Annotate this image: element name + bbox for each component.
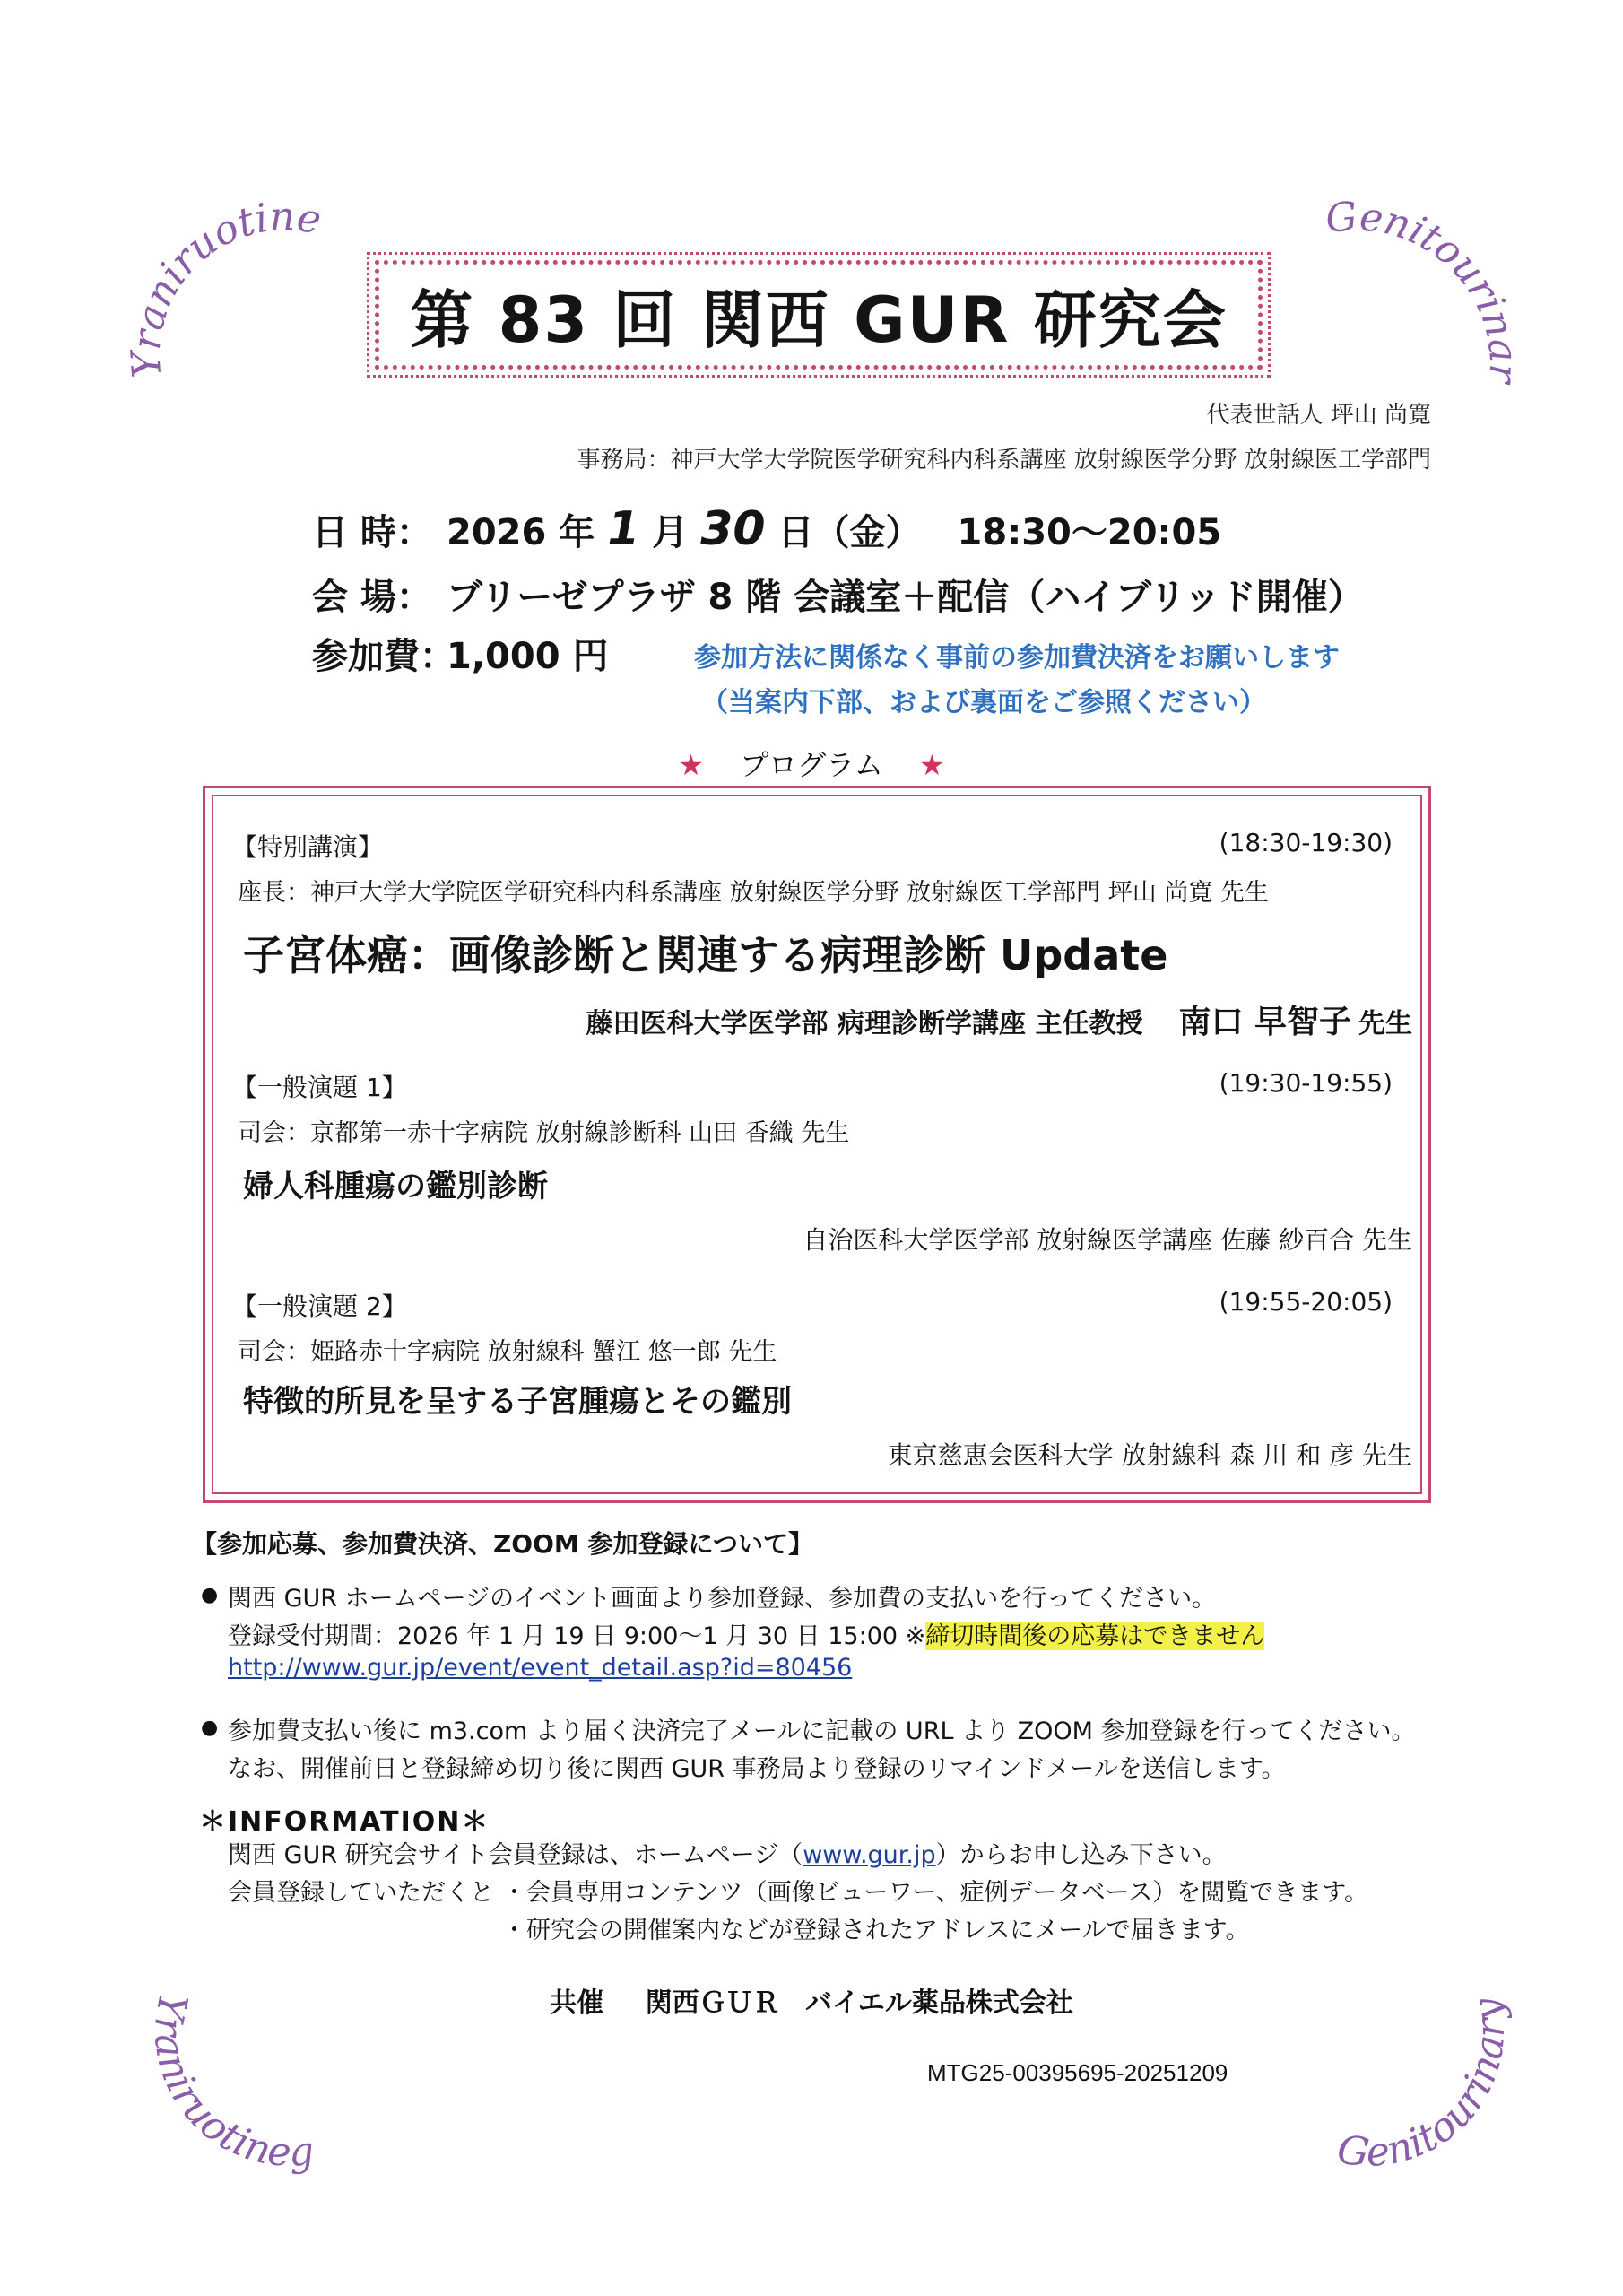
information-heading: ＊INFORMATION＊ bbox=[199, 1806, 490, 1838]
corner-text-top-right: Genitourinary bbox=[1280, 170, 1527, 385]
registration-item2-line1: 参加費支払い後に m3.com より届く決済完了メールに記載の URL より ZOOM 参加登録を行ってください。 bbox=[228, 1718, 1416, 1745]
document-code: MTG25-00395695-20251209 bbox=[927, 2059, 1228, 2086]
special-lecture-speaker-name: 南口 早智子 bbox=[1178, 1004, 1351, 1040]
title-box bbox=[375, 260, 1263, 370]
svg-text:Yraniruotineg bbox=[122, 170, 325, 379]
information-line2-left: 会員登録していただくと bbox=[228, 1879, 494, 1907]
date-row bbox=[312, 502, 1221, 556]
date-day-unit: 日（金） bbox=[765, 512, 922, 553]
venue-label: 会 場： bbox=[312, 577, 432, 618]
cohost-label: 共催 bbox=[550, 1987, 604, 2019]
date-month: 1 bbox=[607, 502, 640, 556]
corner-text-top-left: Yraniruotineg bbox=[121, 170, 325, 379]
registration-item2-line2: なお、開催前日と登録締め切り後に関西 GUR 事務局より登録のリマインドメールを送信します。 bbox=[228, 1755, 1286, 1783]
deadline-prefix: ※ bbox=[905, 1622, 926, 1650]
registration-url-link[interactable]: http://www.gur.jp/event/event_detail.asp?id=80456 bbox=[228, 1654, 853, 1682]
information-line1-post: ）からお申し込み下さい。 bbox=[935, 1841, 1227, 1869]
date-month-unit: 月 bbox=[639, 512, 701, 553]
venue-row bbox=[312, 569, 1364, 620]
registration-url-row bbox=[228, 1654, 852, 1682]
general-1-chair: 司会：京都第一赤十字病院 放射線診断科 山田 香織 先生 bbox=[238, 1119, 850, 1147]
svg-text:Genitourinary bbox=[1279, 170, 1527, 387]
representative: 代表世話人 坪山 尚寛 bbox=[1206, 402, 1431, 429]
special-lecture-time: (18:30-19:30) bbox=[1219, 828, 1393, 857]
fee-note-2: （当案内下部、および裏面をご参照ください） bbox=[701, 687, 1266, 718]
cohost bbox=[0, 1980, 1623, 2020]
information-line1 bbox=[228, 1835, 1227, 1870]
program-box bbox=[203, 786, 1431, 1503]
bullet-icon: ● bbox=[201, 1584, 219, 1606]
general-2-time: (19:55-20:05) bbox=[1219, 1287, 1393, 1317]
general-2-chair: 司会：姫路赤十字病院 放射線科 蟹江 悠一郎 先生 bbox=[238, 1338, 777, 1366]
page-title: 第 83 回 関西 GUR 研究会 bbox=[410, 283, 1228, 357]
special-lecture-speaker bbox=[586, 996, 1412, 1042]
information-line3-right: ・研究会の開催案内などが登録されたアドレスにメールで届きます。 bbox=[502, 1917, 1250, 1944]
special-lecture-title: 子宮体癌：画像診断と関連する病理診断 Update bbox=[243, 931, 1168, 979]
corner-text-bottom-right: Genitourinary bbox=[1334, 1994, 1515, 2177]
fee: 1,000 円 bbox=[447, 636, 609, 677]
star-icon: ★ bbox=[919, 748, 945, 782]
corner-arc-top-left bbox=[121, 170, 368, 439]
general-2-title: 特徴的所見を呈する子宮腫瘍とその鑑別 bbox=[243, 1384, 792, 1420]
registration-item1-line1: 関西 GUR ホームページのイベント画面より参加登録、参加費の支払いを行ってください。 bbox=[228, 1585, 1217, 1613]
date-day: 30 bbox=[700, 502, 766, 556]
corner-text-bottom-left: Yraniruotineg bbox=[144, 1988, 317, 2177]
information-line2-right: ・会員専用コンテンツ（画像ビューワー、症例データベース）を閲覧できます。 bbox=[502, 1879, 1369, 1907]
cohost-org1: 関西ＧＵＲ bbox=[645, 1987, 780, 2019]
star-icon: ★ bbox=[678, 748, 704, 782]
gur-site-link[interactable]: www.gur.jp bbox=[803, 1841, 936, 1869]
general-1-title: 婦人科腫瘍の鑑別診断 bbox=[243, 1169, 548, 1205]
cohost-org2: バイエル薬品株式会社 bbox=[805, 1987, 1073, 2019]
special-lecture-affiliation: 藤田医科大学医学部 病理診断学講座 主任教授 bbox=[586, 1008, 1143, 1039]
office: 事務局：神戸大学大学院医学研究科内科系講座 放射線医学分野 放射線医工学部門 bbox=[577, 447, 1431, 474]
special-lecture-label: 【特別講演】 bbox=[232, 832, 384, 862]
fee-note-1: 参加方法に関係なく事前の参加費決済をお願いします bbox=[694, 642, 1340, 674]
deadline-notice: 締切時間後の応募はできません bbox=[925, 1622, 1265, 1650]
general-2-speaker: 東京慈恵会医科大学 放射線科 森 川 和 彦 先生 bbox=[887, 1440, 1412, 1470]
program-heading bbox=[0, 743, 1623, 784]
date-year: 2026 年 bbox=[447, 512, 608, 553]
general-1-speaker: 自治医科大学医学部 放射線医学講座 佐藤 紗百合 先生 bbox=[803, 1225, 1412, 1255]
date-time: 18:30～20:05 bbox=[957, 512, 1222, 553]
svg-text:Genitourinary bbox=[1334, 1994, 1514, 2177]
general-1-label: 【一般演題 1】 bbox=[232, 1073, 407, 1102]
general-2-label: 【一般演題 2】 bbox=[232, 1292, 407, 1321]
venue: ブリーゼプラザ 8 階 会議室＋配信（ハイブリッド開催） bbox=[447, 577, 1364, 618]
general-1-time: (19:30-19:55) bbox=[1219, 1068, 1393, 1098]
information-line1-pre: 関西 GUR 研究会サイト会員登録は、ホームページ（ bbox=[228, 1841, 803, 1869]
registration-period: 登録受付期間：2026 年 1 月 19 日 9:00～1 月 30 日 15:00 bbox=[228, 1622, 906, 1650]
registration-heading: 【参加応募、参加費決済、ZOOM 参加登録について】 bbox=[192, 1529, 813, 1559]
date-label: 日 時： bbox=[312, 512, 432, 553]
special-lecture-honorific: 先生 bbox=[1358, 1008, 1412, 1039]
registration-item1-line2 bbox=[228, 1616, 1264, 1651]
bullet-icon: ● bbox=[201, 1717, 219, 1739]
fee-label: 参加費： bbox=[312, 636, 456, 677]
program-heading-label: プログラム bbox=[740, 748, 883, 782]
fee-row bbox=[312, 628, 608, 679]
special-lecture-chair: 座長：神戸大学大学院医学研究科内科系講座 放射線医学分野 放射線医工学部門 坪山 尚寛 先生 bbox=[238, 879, 1269, 907]
